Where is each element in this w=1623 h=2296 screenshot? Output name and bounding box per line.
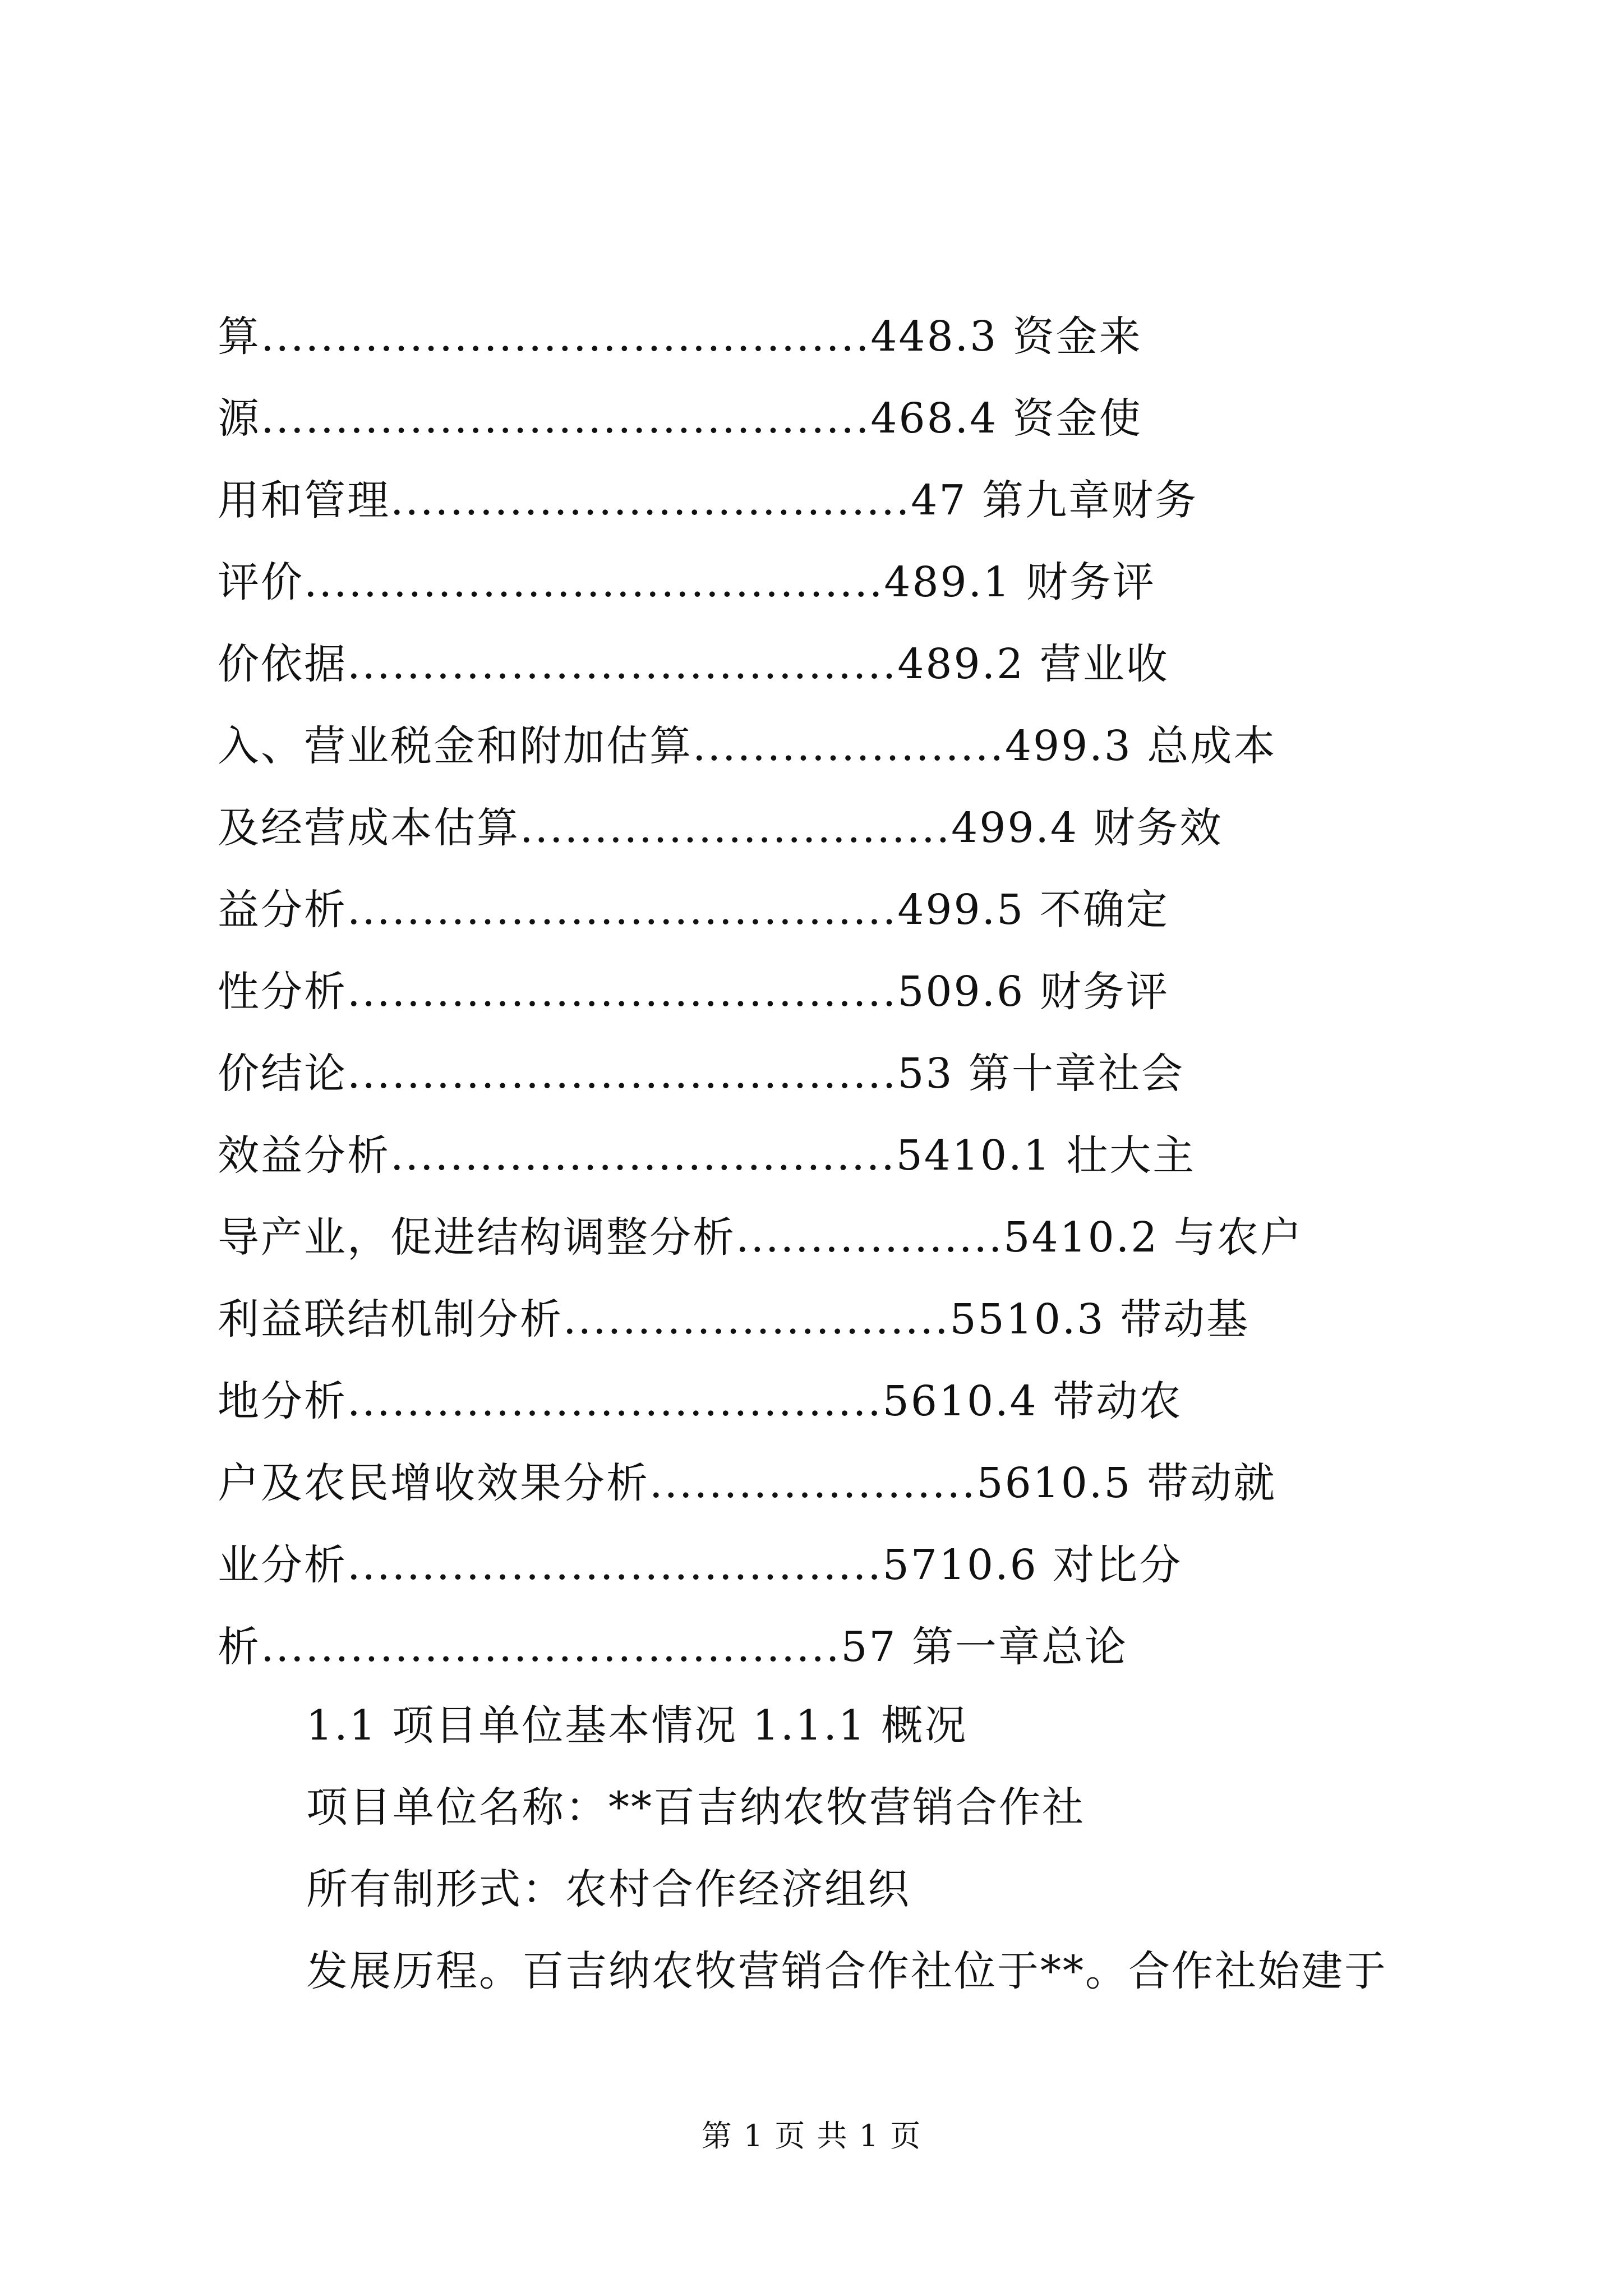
toc-line: 利益联结机制分析..........................5510.3 带动基 — [218, 1295, 1250, 1343]
toc-line: 性分析.....................................509.6 财务评 — [218, 968, 1169, 1016]
paragraph: 所有制形式：农村合作经济组织 — [306, 1865, 911, 1913]
toc-line: 效益分析..................................5410.1 壮大主 — [218, 1131, 1196, 1180]
paragraph: 发展历程。百吉纳农牧营销合作社位于**。合作社始建于 — [306, 1947, 1387, 1995]
toc-line: 业分析....................................5710.6 对比分 — [218, 1541, 1183, 1589]
toc-line: 及经营成本估算.............................499.4 财务效 — [218, 804, 1223, 852]
paragraph: 项目单位名称：**百吉纳农牧营销合作社 — [306, 1783, 1085, 1832]
toc-line: 价结论.....................................53 第十章社会 — [218, 1050, 1185, 1098]
toc-line: 入、营业税金和附加估算.....................499.3 总成本 — [218, 722, 1277, 770]
toc-line: 地分析....................................5610.4 带动农 — [218, 1377, 1183, 1425]
toc-line: 价依据.....................................489.2 营业收 — [218, 640, 1169, 688]
page-footer: 第 1 页 共 1 页 — [701, 2118, 922, 2154]
toc-line: 源.........................................468.4 资金使 — [218, 394, 1142, 443]
toc-line: 算.........................................448.3 资金来 — [218, 312, 1142, 361]
body-text — [306, 1692, 1428, 2019]
table-of-contents — [218, 303, 1423, 1695]
toc-line: 评价.......................................489.1 财务评 — [218, 558, 1156, 606]
toc-line: 户及农民增收效果分析......................5610.5 带动就 — [218, 1459, 1276, 1507]
toc-line: 益分析.....................................499.5 不确定 — [218, 886, 1169, 934]
toc-line: 导产业，促进结构调整分析..................5410.2 与农户 — [218, 1213, 1303, 1262]
section-heading: 1.1 项目单位基本情况 1.1.1 概况 — [306, 1701, 968, 1750]
toc-line: 析.......................................57 第一章总论 — [218, 1623, 1128, 1671]
toc-line: 用和管理...................................47 第九章财务 — [218, 476, 1198, 524]
